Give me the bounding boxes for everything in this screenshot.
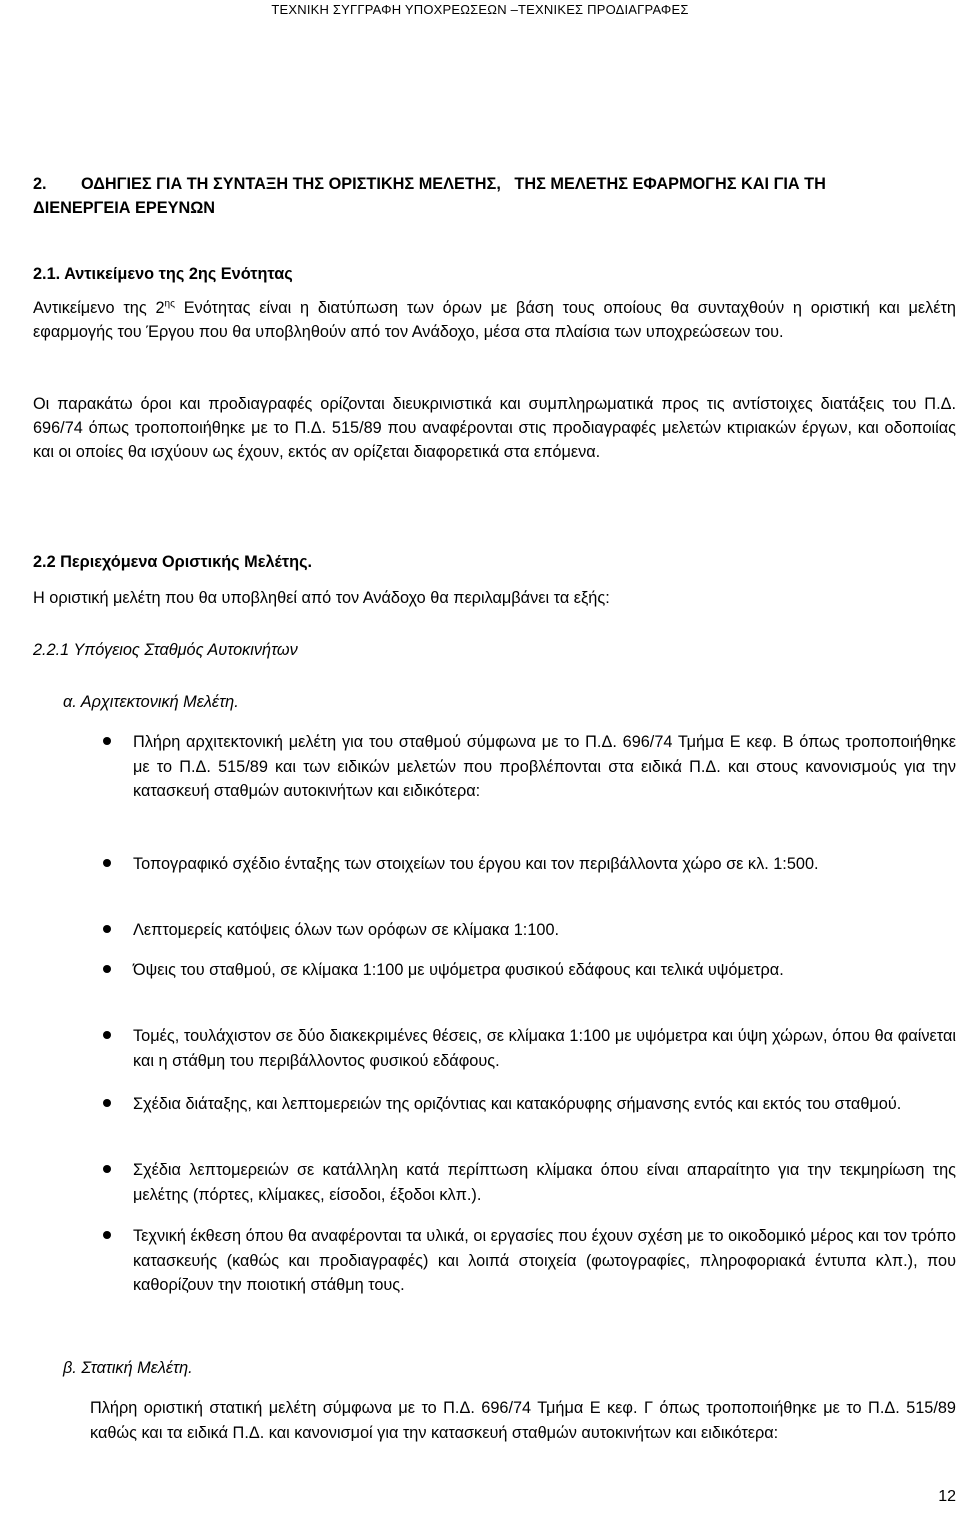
list-item-text: Πλήρη αρχιτεκτονική μελέτη για του σταθμού σύμφωνα με το Π.Δ. 696/74 Τμήμα Ε κεφ. Β όπως τροποποιήθηκε με το Π.Δ. 515/89 και των ειδικών μελετών που προβλέπονται στα ειδικά Π.Δ. και στους κανονισμούς για την κατασκευή σταθμών αυτοκινήτων και ειδικότερα: [133, 733, 956, 800]
bullet-icon [103, 965, 111, 973]
para1-rest: Ενότητας είναι η διατύπωση των όρων με βάση τους οποίους θα συνταχθούν η οριστική και μελέτη εφαρμογής του Έργου που θα υποβληθούν από τον Ανάδοχο, μέσα στα πλαίσια των υποχρεώσεων του. [33, 299, 956, 341]
subsection-2-2-1-heading: 2.2.1 Υπόγειος Σταθμός Αυτοκινήτων [33, 641, 298, 659]
subsection-2-1-heading: 2.1. Αντικείμενο της 2ης Ενότητας [33, 265, 293, 283]
page-number: 12 [938, 1488, 956, 1505]
list-item [133, 730, 956, 804]
list-item-text: Σχέδια λεπτομερειών σε κατάλληλη κατά περίπτωση κλίμακα όπου είναι απαραίτητο για την τεκμηρίωση της μελέτης (πόρτες, κλίμακες, είσοδοι, έξοδοι κλπ.). [133, 1161, 956, 1204]
list-item [133, 1224, 956, 1298]
section-number: 2. [33, 175, 47, 193]
bullet-icon [103, 859, 111, 867]
list-item [133, 958, 956, 983]
running-header: ΤΕΧΝΙΚΗ ΣΥΓΓΡΑΦΗ ΥΠΟΧΡΕΩΣΕΩΝ –ΤΕΧΝΙΚΕΣ ΠΡΟΔΙΑΓΡΑΦΕΣ [271, 2, 689, 17]
list-item [133, 1092, 956, 1117]
bullet-icon [103, 925, 111, 933]
section-title-line2: ΔΙΕΝΕΡΓΕΙΑ ΕΡΕΥΝΩΝ [33, 199, 216, 217]
item-a-heading: α. Αρχιτεκτονική Μελέτη. [63, 693, 239, 711]
para1-start: Αντικείμενο της 2 [33, 299, 165, 317]
bullet-icon [103, 1099, 111, 1107]
item-b-paragraph: Πλήρη οριστική στατική μελέτη σύμφωνα με το Π.Δ. 696/74 Τμήμα Ε κεφ. Γ όπως τροποποιήθηκε με το Π.Δ. 515/89 καθώς και τα ειδικά Π.Δ. και κανονισμοί για την κατασκευή σταθμών αυτοκινήτων και ειδικότερα: [90, 1399, 956, 1442]
para1-superscript: ης [164, 298, 175, 310]
list-item-text: Τεχνική έκθεση όπου θα αναφέρονται τα υλικά, οι εργασίες που έχουν σχέση με το οικοδομικό μέρος και τον τρόπο κατασκευής (καθώς και προδιαγραφές) και λοιπά στοιχεία (φωτογραφίες, πληροφοριακά έντυπα κλπ.), που καθορίζουν την ποιοτική στάθμη τους. [133, 1227, 956, 1294]
list-item [133, 1024, 956, 1073]
list-item-text: Τοπογραφικό σχέδιο ένταξης των στοιχείων του έργου και τον περιβάλλοντα χώρο σε κλ. 1:500. [133, 855, 819, 873]
section-2-heading [33, 172, 956, 220]
item-b-heading: β. Στατική Μελέτη. [63, 1359, 193, 1377]
subsection-2-2-heading: 2.2 Περιεχόμενα Οριστικής Μελέτης. [33, 553, 313, 571]
list-item-text: Όψεις του σταθμού, σε κλίμακα 1:100 με υψόμετρα φυσικού εδάφους και τελικά υψόμετρα. [133, 961, 784, 979]
bullet-icon [103, 1165, 111, 1173]
list-item [133, 1158, 956, 1207]
section-title-line1: ΟΔΗΓΙΕΣ ΓΙΑ ΤΗ ΣΥΝΤΑΞΗ ΤΗΣ ΟΡΙΣΤΙΚΗΣ ΜΕΛΕΤΗΣ, ΤΗΣ ΜΕΛΕΤΗΣ ΕΦΑΡΜΟΓΗΣ ΚΑΙ ΓΙΑ ΤΗ [81, 175, 826, 193]
subsection-2-2-intro: Η οριστική μελέτη που θα υποβληθεί από τον Ανάδοχο θα περιλαμβάνει τα εξής: [33, 589, 610, 607]
subsection-2-1-paragraph-1 [33, 296, 956, 344]
list-item-text: Λεπτομερείς κατόψεις όλων των ορόφων σε κλίμακα 1:100. [133, 921, 560, 939]
bullet-icon [103, 1031, 111, 1039]
subsection-2-1-paragraph-2: Οι παρακάτω όροι και προδιαγραφές ορίζονται διευκρινιστικά και συμπληρωματικά προς τις αντίστοιχες διατάξεις του Π.Δ. 696/74 όπως τροποποιήθηκε με το Π.Δ. 515/89 που αναφέρονται στις προδιαγραφές μελετών κτιριακών έργων, και οδοποιίας και οι οποίες θα ισχύουν ως έχουν, εκτός αν ορίζεται διαφορετικά στα επόμενα. [33, 395, 956, 461]
bullet-icon [103, 737, 111, 745]
list-item-text: Τομές, τουλάχιστον σε δύο διακεκριμένες θέσεις, σε κλίμακα 1:100 με υψόμετρα και ύψη χώρων, όπου θα φαίνεται και η στάθμη του περιβάλλοντος φυσικού εδάφους. [133, 1027, 956, 1070]
bullet-icon [103, 1231, 111, 1239]
list-item [133, 918, 956, 943]
section-2-heading-line1 [33, 172, 956, 196]
list-item-text: Σχέδια διάταξης, και λεπτομερειών της οριζόντιας και κατακόρυφης σήμανσης εντός και εκτός του σταθμού. [133, 1095, 902, 1113]
list-item [133, 852, 956, 877]
